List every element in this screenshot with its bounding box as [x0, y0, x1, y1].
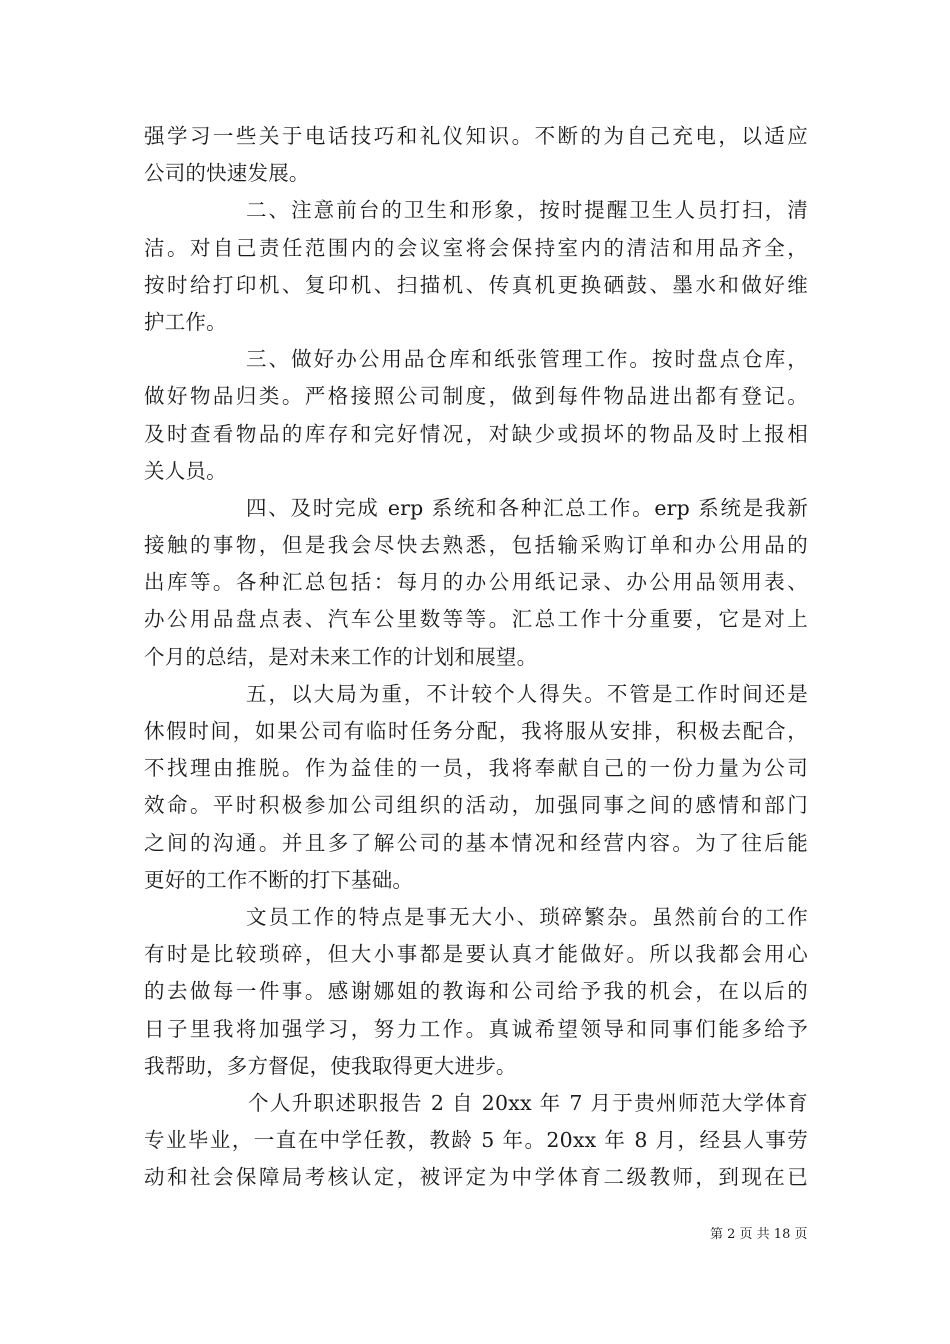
text-line-23: 有时是比较琐碎，但大小事都是要认真才能做好。所以我都会用心	[144, 942, 808, 967]
text-line-19: 效命。平时积极参加公司组织的活动，加强同事之间的感情和部门	[144, 793, 808, 818]
text-line-7: 三、做好办公用品仓库和纸张管理工作。按时盘点仓库，	[246, 347, 808, 372]
text-line-11: 四、及时完成 erp 系统和各种汇总工作。erp 系统是我新	[246, 495, 808, 520]
text-line-24: 的去做每一件事。感谢娜姐的教诲和公司给予我的机会，在以后的	[144, 979, 808, 1004]
text-line-21: 更好的工作不断的打下基础。	[144, 867, 414, 892]
text-line-2: 公司的快速发展。	[144, 161, 310, 186]
text-line-25: 日子里我将加强学习，努力工作。真诚希望领导和同事们能多给予	[144, 1016, 808, 1041]
text-line-1: 强学习一些关于电话技巧和礼仪知识。不断的为自己充电，以适应	[144, 124, 808, 148]
text-line-14: 办公用品盘点表、汽车公里数等等。汇总工作十分重要，它是对上	[144, 607, 808, 632]
text-line-15: 个月的总结，是对未来工作的计划和展望。	[144, 644, 538, 669]
text-line-17: 休假时间，如果公司有临时任务分配，我将服从安排，积极去配合，	[144, 719, 808, 743]
text-line-3: 二、注意前台的卫生和形象，按时提醒卫生人员打扫，清	[246, 198, 808, 223]
text-line-22: 文员工作的特点是事无大小、琐碎繁杂。虽然前台的工作	[246, 904, 808, 929]
text-line-26: 我帮助，多方督促，使我取得更大进步。	[144, 1053, 517, 1078]
document-body	[144, 118, 808, 1196]
text-line-28: 专业毕业，一直在中学任教，教龄 5 年。20xx 年 8 月，经县人事劳	[144, 1128, 808, 1153]
text-line-20: 之间的沟通。并且多了解公司的基本情况和经营内容。为了往后能	[144, 830, 808, 855]
text-line-4: 洁。对自己责任范围内的会议室将会保持室内的清洁和用品齐全，	[144, 235, 808, 260]
text-line-18: 不找理由推脱。作为益佳的一员，我将奉献自己的一份力量为公司	[144, 756, 808, 781]
text-line-13: 出库等。各种汇总包括：每月的办公用纸记录、办公用品领用表、	[144, 570, 808, 595]
text-line-10: 关人员。	[144, 458, 227, 483]
text-line-12: 接触的事物，但是我会尽快去熟悉，包括输采购订单和办公用品的	[144, 533, 808, 558]
text-line-5: 按时给打印机、复印机、扫描机、传真机更换硒鼓、墨水和做好维	[144, 272, 808, 297]
text-line-6: 护工作。	[144, 309, 227, 334]
text-line-8: 做好物品归类。严格接照公司制度，做到每件物品进出都有登记。	[144, 384, 808, 409]
text-line-16: 五，以大局为重，不计较个人得失。不管是工作时间还是	[246, 681, 808, 706]
text-line-9: 及时查看物品的库存和完好情况，对缺少或损坏的物品及时上报相	[144, 421, 808, 446]
text-line-27: 个人升职述职报告 2 自 20xx 年 7 月于贵州师范大学体育	[248, 1090, 808, 1115]
text-line-29: 动和社会保障局考核认定，被评定为中学体育二级教师，到现在已	[144, 1165, 808, 1190]
page-number: 第 2 页 共 18 页	[710, 1227, 808, 1242]
